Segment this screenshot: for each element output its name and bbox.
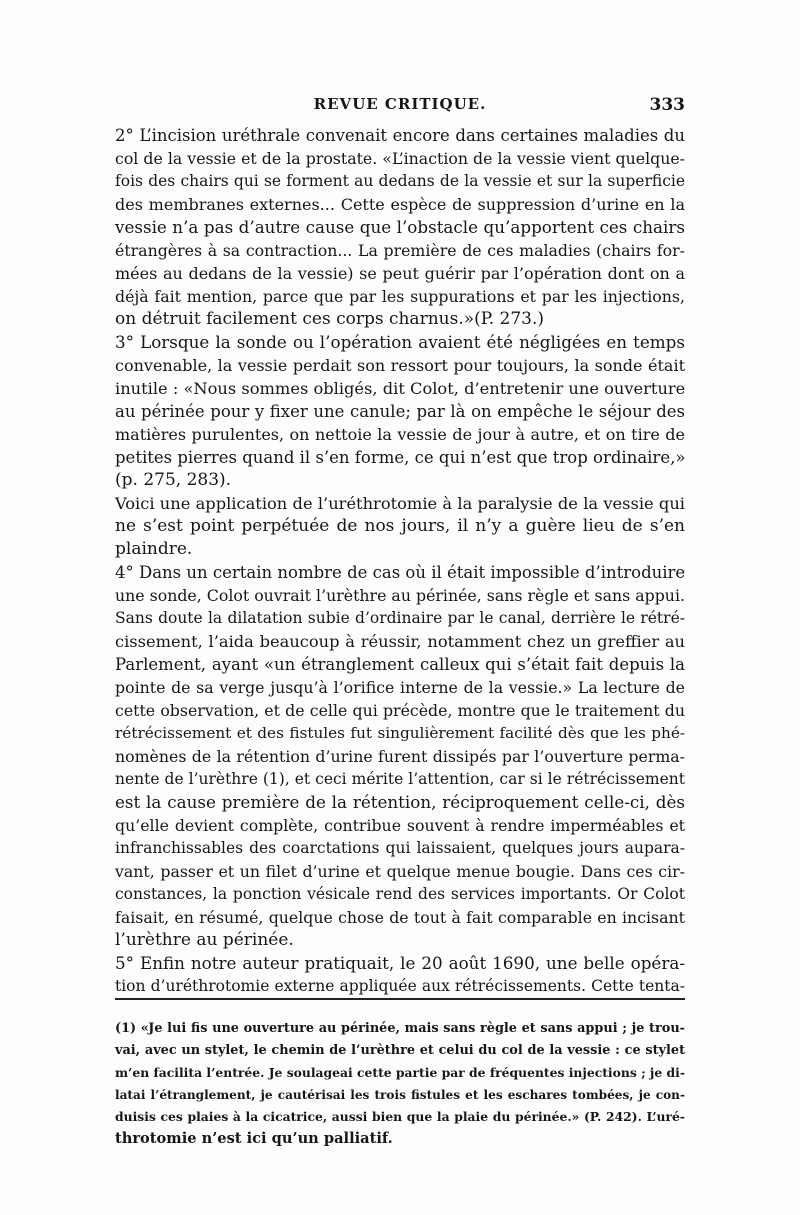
body-line: 3° Lorsque la sonde ou l’opération avaient été négligées en temps	[115, 332, 685, 352]
body-line: pointe de sa verge jusqu’à l’orifice interne de la vessie.» La lecture de	[115, 678, 685, 697]
running-title: REVUE CRITIQUE.	[313, 95, 487, 113]
body-line: est la cause première de la rétention, réciproquement celle-ci, dès	[115, 792, 685, 812]
body-line: faisait, en résumé, quelque chose de tout à fait comparable en incisant	[115, 908, 685, 927]
footnote-line: throtomie n’est ici qu’un palliatif.	[115, 1130, 393, 1147]
body-line: vessie n’a pas d’autre cause que l’obstacle qu’apportent ces chairs	[115, 217, 685, 237]
body-line: ne s’est point perpétuée de nos jours, il n’y a guère lieu de s’en	[115, 516, 685, 536]
body-line: 4° Dans un certain nombre de cas où il était impossible d’introduire	[115, 563, 686, 582]
body-line: l’urèthre au périnée.	[115, 930, 294, 950]
body-line: 5° Enfin notre auteur pratiquait, le 20 août 1690, une belle opéra-	[115, 953, 685, 973]
body-text	[115, 124, 685, 998]
body-line: étrangères à sa contraction... La première de ces maladies (chairs for-	[115, 241, 685, 260]
body-line: Sans doute la dilatation subie d’ordinaire par le canal, derrière le rétré-	[115, 609, 685, 627]
body-line: Voici une application de l’uréthrotomie à la paralysie de la vessie qui	[115, 494, 685, 513]
body-line: fois des chairs qui se forment au dedans de la vessie et sur la superficie	[115, 172, 685, 190]
running-head	[115, 95, 685, 123]
body-line: une sonde, Colot ouvrait l’urèthre au périnée, sans règle et sans appui.	[115, 586, 685, 605]
body-line: mées au dedans de la vessie) se peut guérir par l’opération dont on a	[115, 264, 685, 283]
body-line: nomènes de la rétention d’urine furent dissipés par l’ouverture perma-	[115, 747, 685, 766]
footnote-line: (1) «Je lui fis une ouverture au périnée, mais sans règle et sans appui ; je trou-	[115, 1021, 685, 1036]
footnote-line: latai l’étranglement, je cautérisai les trois fistules et les eschares tombées, je con-	[115, 1088, 685, 1102]
body-line: infranchissables des coarctations qui laissaient, quelques jours aupara-	[115, 839, 685, 857]
body-line: 2° L’incision uréthrale convenait encore dans certaines maladies du	[115, 126, 685, 145]
body-line: matières purulentes, on nettoie la vessie de jour à autre, et on tire de	[115, 425, 685, 444]
body-line: nente de l’urèthre (1), et ceci mérite l’attention, car si le rétrécissement	[115, 770, 685, 788]
body-line: convenable, la vessie perdait son ressort pour toujours, la sonde était	[115, 356, 685, 375]
body-line: constances, la ponction vésicale rend des services importants. Or Colot	[115, 885, 685, 903]
page-number: 333	[649, 95, 685, 115]
body-line: déjà fait mention, parce que par les suppurations et par les injections,	[115, 287, 685, 306]
body-line: petites pierres quand il s’en forme, ce qui n’est que trop ordinaire,»	[115, 448, 686, 467]
body-line: col de la vessie et de la prostate. «L’inaction de la vessie vient quelque-	[115, 149, 685, 168]
body-line: cissement, l’aida beaucoup à réussir, notamment chez un greffier au	[115, 632, 685, 651]
body-line: des membranes externes... Cette espèce de suppression d’urine en la	[115, 195, 685, 214]
body-line: cette observation, et de celle qui précède, montre que le traitement du	[115, 701, 685, 720]
body-line: Parlement, ayant «un étranglement calleux qui s’était fait depuis la	[115, 655, 685, 674]
body-line: au périnée pour y fixer une canule; par là on empêche le séjour des	[115, 402, 685, 421]
body-line: inutile : «Nous sommes obligés, dit Colot, d’entretenir une ouverture	[115, 379, 686, 398]
footnote	[115, 1018, 685, 1150]
body-line: plaindre.	[115, 539, 193, 559]
body-line: (p. 275, 283).	[115, 470, 232, 490]
body-line: rétrécissement et des fistules fut singulièrement facilité dès que les phé-	[115, 724, 685, 742]
body-line: qu’elle devient complète, contribue souvent à rendre imperméables et	[115, 816, 685, 835]
footnote-line: vai, avec un stylet, le chemin de l’urèthre et celui du col de la vessie : ce stylet	[115, 1043, 685, 1058]
body-line: vant, passer et un filet d’urine et quelque menue bougie. Dans ces cir-	[115, 862, 685, 881]
body-line: tion d’uréthrotomie externe appliquée aux rétrécissements. Cette tenta-	[115, 977, 685, 995]
footnote-rule	[115, 998, 685, 1000]
footnote-line: m’en facilita l’entrée. Je soulageai cette partie par de fréquentes injections ; je di-	[115, 1065, 685, 1080]
body-line: on détruit facilement ces corps charnus.»(P. 273.)	[115, 309, 545, 329]
footnote-line: duisis ces plaies à la cicatrice, aussi bien que la plaie du périnée.» (P. 242). L’uré-	[115, 1109, 685, 1124]
